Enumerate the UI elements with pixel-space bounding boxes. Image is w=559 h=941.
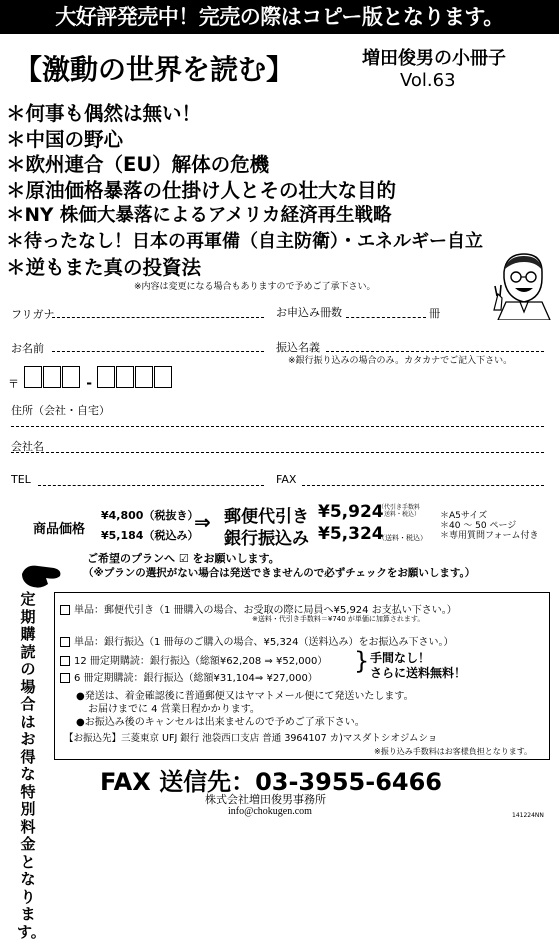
shipping-notes bbox=[76, 690, 414, 729]
ship-note: ●発送は、着金確認後に普通郵便又はヤマトメール便にて発送いたします。 bbox=[76, 691, 414, 702]
plan-warning: （※プランの選択がない場合は発送できませんので必ずチェックをお願いします。） bbox=[83, 567, 476, 579]
price-ex-tax: ¥4,800（税抜き） bbox=[101, 509, 199, 522]
fax-label: FAX bbox=[276, 473, 297, 486]
cod-note-line: （代引き手数料 bbox=[378, 504, 421, 511]
spec-item: ＊専用質問フォーム付き bbox=[440, 531, 539, 541]
plan-option-6[interactable] bbox=[60, 669, 318, 684]
name-label: お名前 bbox=[11, 342, 44, 355]
qty-unit: 冊 bbox=[429, 307, 440, 320]
brace-icon: } bbox=[354, 647, 370, 675]
checkbox[interactable] bbox=[60, 656, 70, 666]
transfer-name-input[interactable] bbox=[326, 351, 544, 352]
bank-note: （送料・税込） bbox=[378, 534, 427, 542]
checkbox[interactable] bbox=[60, 673, 70, 683]
topic-item: ＊原油価格暴落の仕掛け人とその壮大な目的 bbox=[6, 178, 397, 202]
author-caricature-icon bbox=[492, 250, 554, 320]
cod-note-line: ・送料・税込） bbox=[378, 511, 421, 518]
option-text: 単品：銀行振込（1 冊毎のご購入の場合、¥5,324（送料込み）をお振込み下さい。） bbox=[74, 637, 454, 648]
ship-note: ●お振込み後のキャンセルは出来ませんので予めご了承下さい。 bbox=[76, 717, 365, 728]
postal-digit-box[interactable] bbox=[154, 366, 172, 388]
volume-number: Vol.63 bbox=[400, 70, 456, 91]
topic-item: ＊NY 株価大暴落によるアメリカ経済再生戦略 bbox=[6, 205, 392, 227]
price-in-tax: ¥5,184（税込み） bbox=[101, 529, 199, 542]
bank-label: 銀行振込み bbox=[224, 529, 309, 549]
spec-item: ＊A5サイズ bbox=[440, 511, 488, 521]
transfer-name-label: 振込名義 bbox=[276, 341, 320, 354]
transfer-note: ※銀行振り込みの場合のみ。カタカナでご記入下さい。 bbox=[288, 356, 513, 366]
postal-digit-box[interactable] bbox=[135, 366, 153, 388]
postal-digit-box[interactable] bbox=[97, 366, 115, 388]
free-shipping-note bbox=[370, 651, 466, 681]
series-name: 増田俊男の小冊子 bbox=[362, 48, 506, 69]
plan-option-bank[interactable] bbox=[60, 633, 454, 648]
subscription-vertical-note: 定期購読の場合はお得な特別料金となります。 bbox=[17, 590, 46, 941]
spec-item: ＊40 ～ 50 ページ bbox=[440, 521, 517, 531]
topic-item: ＊逆もまた真の投資法 bbox=[6, 255, 202, 279]
price-label: 商品価格 bbox=[33, 522, 86, 537]
arrow-icon: ⇒ bbox=[194, 510, 211, 534]
option-text: 6 冊定期購読：銀行振込（総額¥31,104⇒ ¥27,000） bbox=[74, 673, 318, 684]
furigana-label: フリガナ bbox=[11, 308, 55, 321]
bank-fee-note: ※振り込み手数料はお客様負担となります。 bbox=[374, 747, 533, 756]
postal-digit-box[interactable] bbox=[116, 366, 134, 388]
top-banner: 大好評発売中！完売の際はコピー版となります。 bbox=[0, 0, 559, 34]
postal-digit-box[interactable] bbox=[43, 366, 61, 388]
address-label: 住所（会社・自宅） bbox=[11, 404, 110, 417]
bank-price: ¥5,324 bbox=[318, 524, 384, 544]
company-input[interactable] bbox=[11, 452, 544, 453]
booklet-title: 【激動の世界を読む】 bbox=[14, 53, 295, 86]
postal-digit-box[interactable] bbox=[24, 366, 42, 388]
bank-info: 【お振込先】三菱東京 UFJ 銀行 池袋西口支店 普通 3964107 カ)マスダトシオジムショ bbox=[64, 733, 438, 744]
topic-item: ＊欧州連合（EU）解体の危機 bbox=[6, 153, 270, 177]
email-link[interactable]: info@chokugen.com bbox=[228, 806, 312, 817]
company-name: 株式会社増田俊男事務所 bbox=[205, 793, 326, 806]
cod-note bbox=[378, 504, 420, 518]
postal-dash: - bbox=[86, 375, 92, 392]
company-label: 会社名 bbox=[11, 440, 44, 453]
postal-digit-box[interactable] bbox=[62, 366, 80, 388]
cod-price: ¥5,924 bbox=[318, 502, 384, 522]
name-input[interactable] bbox=[52, 351, 264, 352]
option-cod-note: ※送料・代引き手数料＝¥740 が単価に加算されます。 bbox=[252, 615, 425, 623]
option-text: 12 冊定期購読：銀行振込（総額¥62,208 ⇒ ¥52,000） bbox=[74, 656, 328, 667]
topic-item: ＊待ったなし！日本の再軍備（自主防衛）・エネルギー自立 bbox=[6, 230, 483, 252]
spec-list bbox=[440, 511, 539, 541]
free-ship-line: 手間なし！ bbox=[370, 651, 431, 665]
topic-list bbox=[6, 101, 483, 280]
plan-option-12[interactable] bbox=[60, 652, 327, 667]
pointing-hand-icon bbox=[20, 560, 64, 590]
furigana-input[interactable] bbox=[52, 317, 264, 318]
topic-item: ＊中国の野心 bbox=[6, 127, 124, 151]
doc-code: 141224NN bbox=[512, 812, 544, 819]
cod-label: 郵便代引き bbox=[224, 507, 309, 527]
checkbox[interactable] bbox=[60, 605, 70, 615]
tel-input[interactable] bbox=[38, 485, 264, 486]
tel-label: TEL bbox=[11, 473, 31, 486]
postal-code-field[interactable] bbox=[8, 366, 173, 392]
checkbox[interactable] bbox=[60, 637, 70, 647]
postal-mark: 〒 bbox=[8, 377, 19, 391]
free-ship-line: さらに送料無料！ bbox=[370, 666, 467, 680]
plan-instruction: ご希望のプランへ ☑ をお願いします。 bbox=[87, 552, 280, 565]
order-qty-input[interactable] bbox=[346, 317, 426, 318]
change-note: ※内容は変更になる場合もありますので予めご了承下さい。 bbox=[134, 282, 376, 292]
order-qty-label: お申込み冊数 bbox=[276, 306, 342, 319]
fax-input[interactable] bbox=[302, 485, 544, 486]
fax-number: FAX 送信先：03-3955-6466 bbox=[100, 768, 442, 796]
ship-note: お届けまでに 4 営業日程かかります。 bbox=[88, 704, 260, 715]
address-input[interactable] bbox=[11, 426, 544, 427]
option-text: 単品：郵便代引き（1 冊購入の場合、お受取の際に局員へ¥5,924 お支払い下さい。） bbox=[74, 605, 457, 616]
topic-item: ＊何事も偶然は無い！ bbox=[6, 102, 202, 125]
